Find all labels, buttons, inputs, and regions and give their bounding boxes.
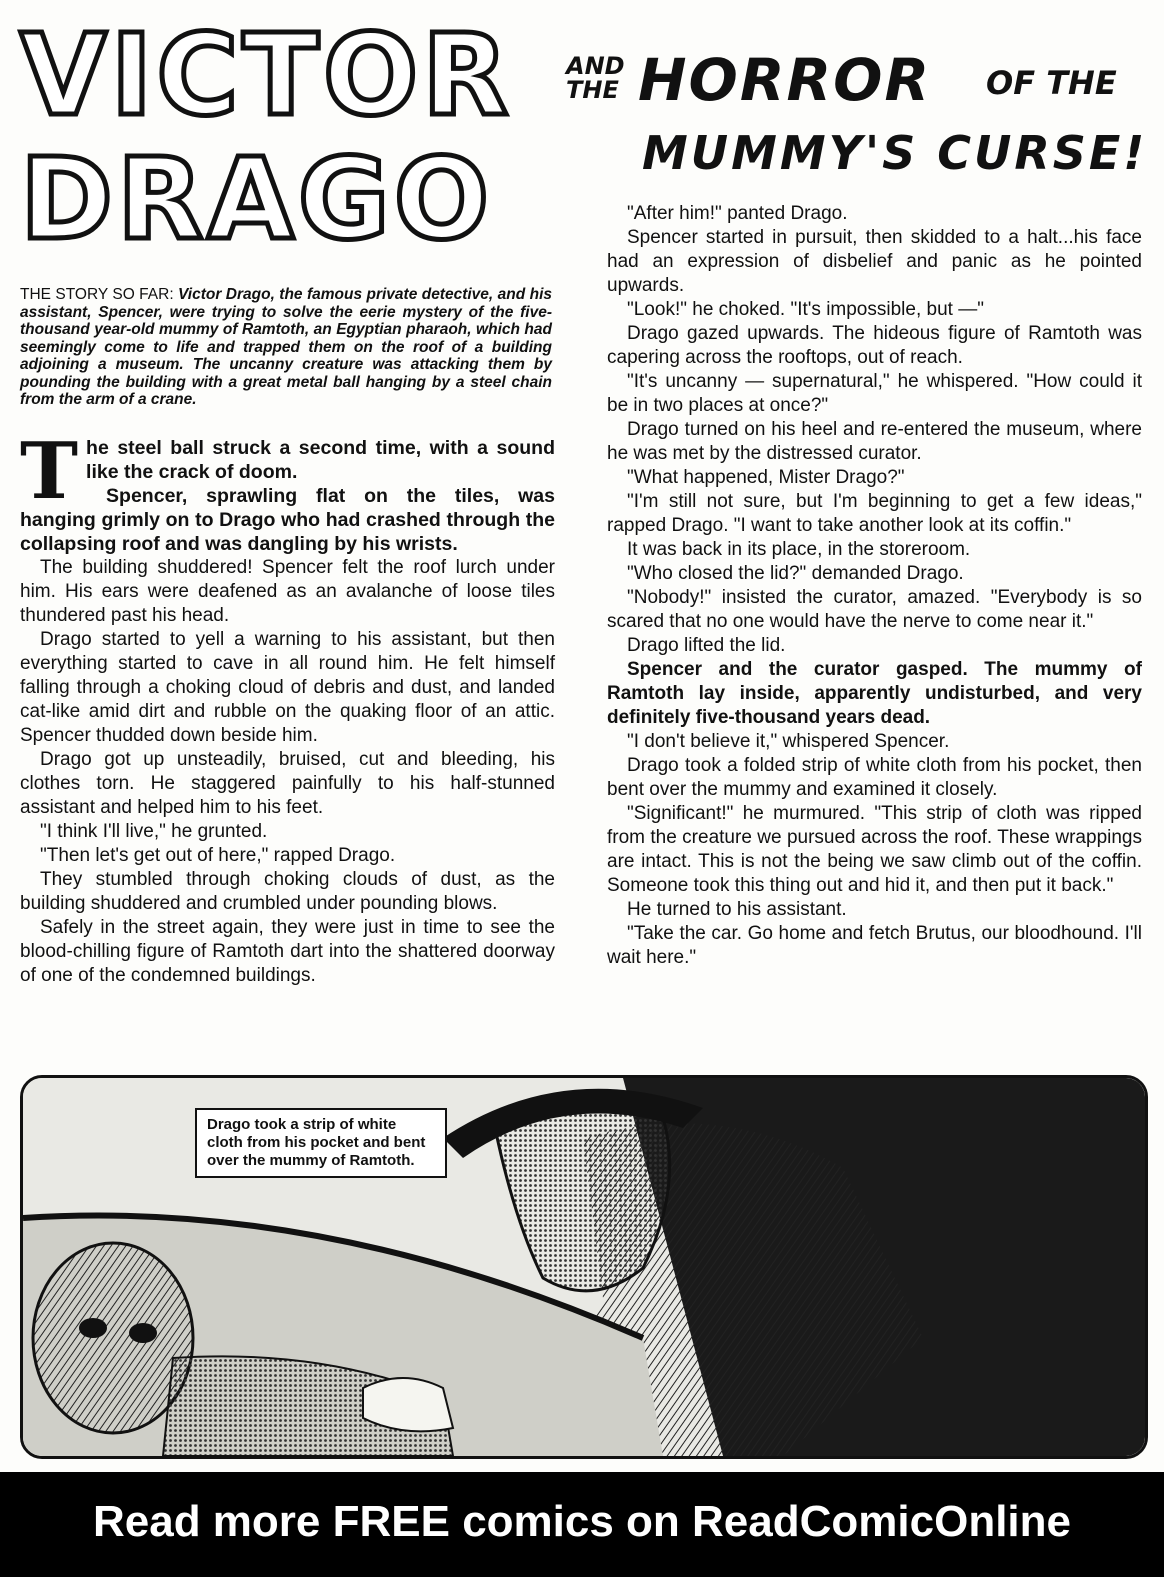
bold-paragraph: Spencer and the curator gasped. The mummy of Ramtoth lay inside, apparently undisturbed, and very definitely five-thousand years dead. [607,659,1142,728]
story-so-far [20,286,552,409]
drop-cap: T [20,426,79,517]
panel-caption: Drago took a strip of white cloth from his pocket and bent over the mummy of Ramtoth. [195,1108,447,1178]
subtitle-of-the: OF THE [986,64,1117,102]
story-so-far-text: Victor Drago, the famous private detective, and his assistant, Spencer, were trying to solve the eerie mystery of the five-thousand year-old mummy of Ramtoth, an Egyptian pharaoh, which had seemingly come to life and trapped them on the roof of a building adjoining a museum. The uncanny creature was attacking them by pounding the building with a great metal ball hanging by a steel chain from the arm of a crane. [20,286,552,408]
paragraph: They stumbled through choking clouds of dust, as the building shuddered and crumbled under pounding blows. [20,869,555,914]
paragraph: "Then let's get out of here," rapped Drago. [40,845,396,866]
paragraph: Drago turned on his heel and re-entered the museum, where he was met by the distressed curator. [607,419,1142,464]
paragraph: Drago started to yell a warning to his assistant, but then everything started to cave in all round him. He felt himself falling through a choking cloud of debris and dust, and landed cat-like amid dirt and rubble on the quaking floor of an attic. Spencer thudded down beside him. [20,629,555,746]
paragraph: "Significant!" he murmured. "This strip of cloth was ripped from the creature we pursued across the roof. These wrappings are intact. This is not the being we saw climb out of the coffin. Someone took this thing out and hid it, and then put it back." [607,803,1142,896]
story-so-far-label: THE STORY SO FAR: [20,286,174,303]
paragraph: "After him!" panted Drago. [627,203,848,224]
footer-text[interactable]: Read more FREE comics on ReadComicOnline [92,1497,1071,1546]
subtitle-and-the [566,54,625,102]
comic-panel [20,1075,1148,1459]
panel-illustration [23,1078,1145,1456]
paragraph: "Look!" he choked. "It's impossible, but —" [627,299,984,320]
paragraph: "I think I'll live," he grunted. [40,821,268,842]
paragraph: "I don't believe it," whispered Spencer. [627,731,950,752]
right-text-column [607,202,1142,970]
lead-sentence-2: Spencer, sprawling flat on the tiles, was hanging grimly on to Drago who had crashed through the collapsing roof and was dangling by his wrists. [20,485,555,555]
subtitle-mummys-curse: MUMMY'S CURSE! [642,126,1148,180]
subtitle-horror: HORROR [638,46,932,114]
subtitle-horror-of-the-mummys-curse [566,40,1156,190]
footer-banner [0,1472,1164,1577]
subtitle-and: AND [566,52,625,80]
paragraph: Spencer started in pursuit, then skidded to a halt...his face had an expression of disbelief and panic as he pointed upwards. [607,227,1142,296]
paragraph: The building shuddered! Spencer felt the roof lurch under him. His ears were deafened as an avalanche of loose tiles thundered past his head. [20,557,555,626]
paragraph: "Take the car. Go home and fetch Brutus, our bloodhound. I'll wait here." [607,923,1142,968]
paragraph: Safely in the street again, they were just in time to see the blood-chilling figure of Ramtoth dart into the shattered doorway of one of the condemned buildings. [20,917,555,986]
left-text-column [20,426,555,988]
paragraph: "Nobody!" insisted the curator, amazed. "Everybody is so scared that no one would have the nerve to come near it." [607,587,1142,632]
paragraph: "It's uncanny — supernatural," he whispered. "How could it be in two places at once?" [607,371,1142,416]
paragraph: "What happened, Mister Drago?" [627,467,905,488]
paragraph: Drago got up unsteadily, bruised, cut and bleeding, his clothes torn. He staggered painfully to his half-stunned assistant and helped him to his feet. [20,749,555,818]
subtitle-the: THE [566,76,619,104]
title-line-drago: DRAGO [20,135,494,265]
lead-sentence-1: he steel ball struck a second time, with a sound like the crack of doom. [86,437,555,483]
paragraph: Drago gazed upwards. The hideous figure of Ramtoth was capering across the rooftops, out of reach. [607,323,1142,368]
paragraph: "I'm still not sure, but I'm beginning to get a few ideas," rapped Drago. "I want to take another look at its coffin." [607,491,1142,536]
paragraph: Drago took a folded strip of white cloth from his pocket, then bent over the mummy and examined it closely. [607,755,1142,800]
paragraph: "Who closed the lid?" demanded Drago. [627,563,964,584]
paragraph: It was back in its place, in the storeroom. [627,539,971,560]
title-line-victor: VICTOR [20,11,513,141]
paragraph: He turned to his assistant. [627,899,847,920]
paragraph: Drago lifted the lid. [627,635,786,656]
lead-paragraph [20,426,555,556]
title-victor-drago [20,11,560,265]
